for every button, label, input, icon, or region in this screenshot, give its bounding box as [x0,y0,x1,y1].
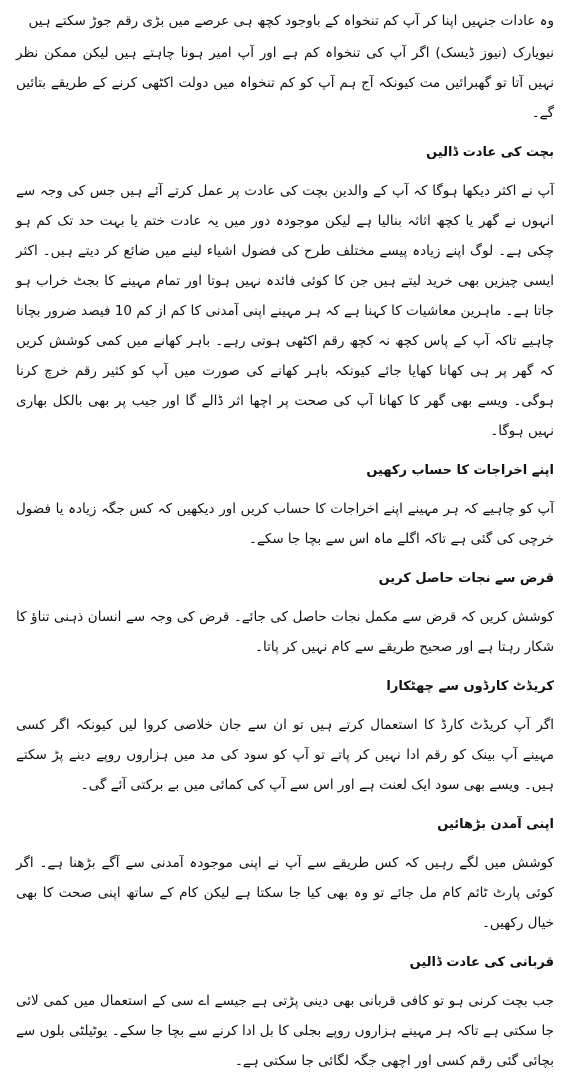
section-heading-savings: بچت کی عادت ڈالیں [426,145,554,160]
section-body-debt: کوشش کریں کہ قرض سے مکمل نجات حاصل کی جائے۔ قرض کی وجہ سے انسان ذہنی تناؤ کا شکار رہتا ہے اور صحیح طریقے سے کام نہیں کر پاتا۔ [16,609,554,655]
intro-line: وہ عادات جنہیں اپنا کر آپ کم تنخواہ کے باوجود کچھ ہی عرصے میں بڑی رقم جوڑ سکتے ہیں [28,13,554,29]
section-body-income: کوشش میں لگے رہیں کہ کس طریقے سے آپ نے اپنی موجودہ آمدنی سے آگے بڑھنا ہے۔ اگر کوئی پارٹ ٹائم کام مل جائے تو وہ بھی کیا جا سکتا ہے لیکن کام کے ساتھ اپنی صحت کا بھی خیال رکھیں۔ [16,855,554,931]
section-body-savings: آپ نے اکثر دیکھا ہوگا کہ آپ کے والدین بچت کی عادت پر عمل کرتے آئے ہیں جس کی وجہ سے انہوں نے گھر یا کچھ اثاثہ بنالیا ہے لیکن موجودہ دور میں یہ عادت ختم یا بہت حد تک کم ہو چکی ہے۔ لوگ اپنے زیادہ پیسے مختلف طرح کی فضول اشیاء لینے میں ضائع کر دیتے ہیں۔ اکثر ایسی چیزیں بھی خرید لیتے ہیں جن کا کوئی فائدہ نہیں ہوتا اور تمام مہینے کا بجٹ خراب ہو جاتا ہے۔ ماہرین معاشیات کا کہنا ہے کہ ہر مہینے اپنی آمدنی کا کم از کم 10 فیصد ضرور بچانا چاہیے تاکہ آپ کے پاس کچھ نہ کچھ رقم اکٹھی ہوتی رہے۔ باہر کھانے میں کمی کوشش کریں کہ گھر پر ہی کھانا کھایا جائے کیونکہ باہر کھانے کی صورت میں آپ کو کثیر رقم خرچ کرنا ہوگی۔ ویسے بھی گھر کا کھانا آپ کی صحت پر اچھا اثر ڈالے گا اور جیب پر بھی بالکل بھاری نہیں ہوگا۔ [16,183,554,439]
section-body-sacrifice: جب بچت کرنی ہو تو کافی قربانی بھی دینی پڑتی ہے جیسے اے سی کے استعمال میں کمی لائی جا سکتی ہے تاکہ ہر مہینے ہزاروں روپے بجلی کا بل ادا کرنے سے بچا جا سکے۔ یوٹیلٹی بلوں سے بچائی گئی رقم کسی اور اچھی جگہ لگائی جا سکتی ہے۔ [16,993,554,1069]
intro-paragraph: نیویارک (نیوز ڈیسک) اگر آپ کی تنخواہ کم ہے اور آپ امیر ہونا چاہتے ہیں لیکن ممکن نظر نہیں آتا تو گھبرائیں مت کیونکہ آج ہم آپ کو کم تنخواہ میں دولت اکٹھی کرنے کے طریقے بتائیں گے۔ [16,45,554,121]
section-heading-credit-cards: کریڈٹ کارڈوں سے چھٹکارا [386,679,554,694]
section-body-expenses: آپ کو چاہیے کہ ہر مہینے اپنے اخراجات کا حساب کریں اور دیکھیں کہ کس جگہ زیادہ یا فضول خرچی کی گئی ہے تاکہ اگلے ماہ اس سے بچا جا سکے۔ [16,501,554,547]
section-heading-income: اپنی آمدن بڑھائیں [437,817,554,832]
section-heading-sacrifice: قربانی کی عادت ڈالیں [409,955,554,970]
section-heading-expenses: اپنے اخراجات کا حساب رکھیں [366,463,554,478]
section-body-credit-cards: اگر آپ کریڈٹ کارڈ کا استعمال کرتے ہیں تو ان سے جان خلاصی کروا لیں کیونکہ اگر کسی مہینے آپ بینک کو رقم ادا نہیں کر پاتے تو آپ کو سود کی مد میں ہزاروں روپے دینے پڑ سکتے ہیں۔ ویسے بھی سود ایک لعنت ہے اور اس سے آپ کی کمائی میں بے برکتی آئے گی۔ [16,717,554,793]
section-heading-debt: قرض سے نجات حاصل کریں [378,571,554,586]
